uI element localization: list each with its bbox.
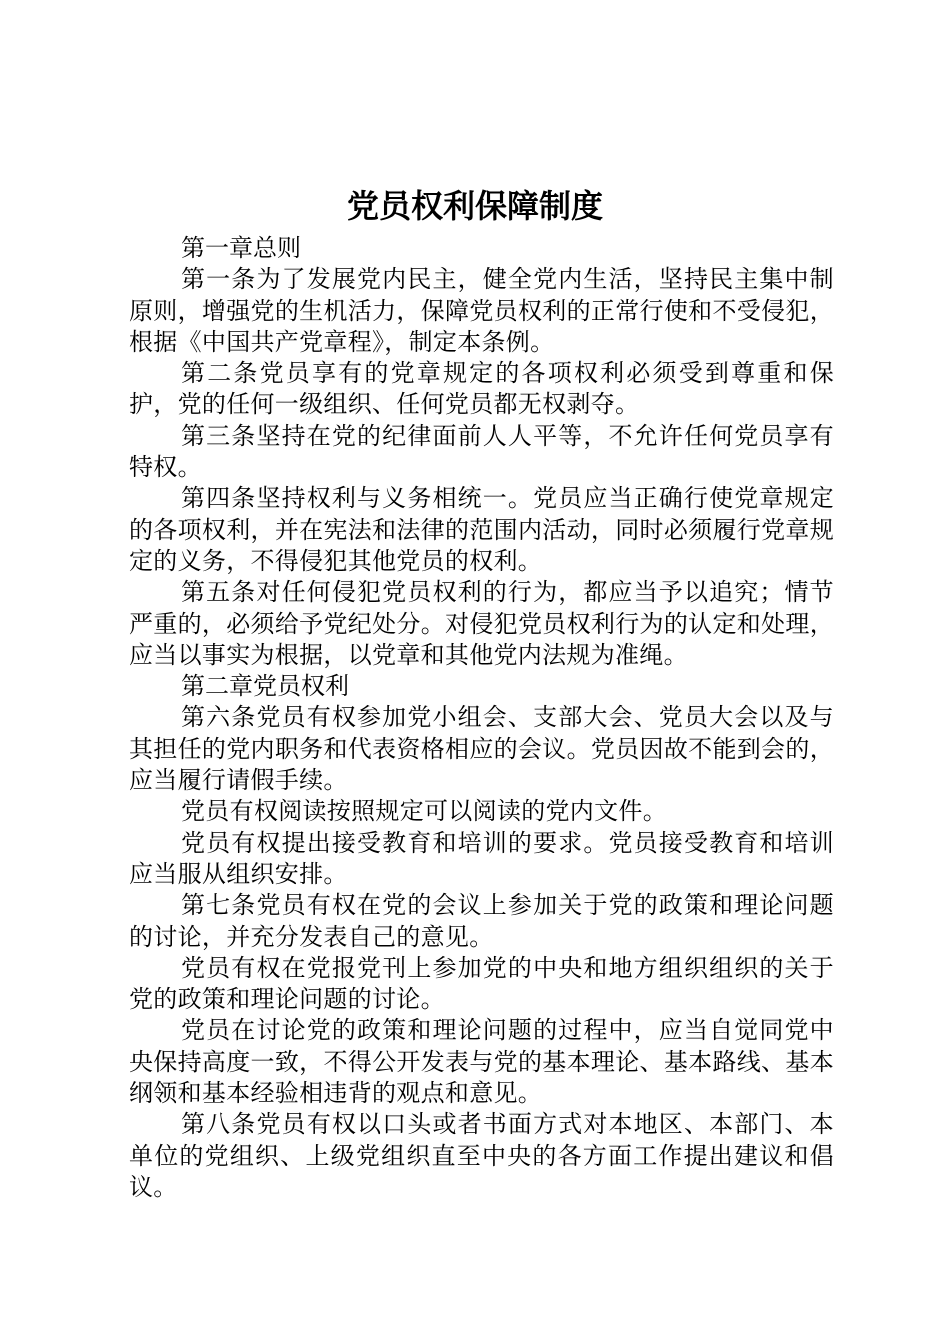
document-body xyxy=(129,233,834,1203)
article-paragraph: 党员在讨论党的政策和理论问题的过程中，应当自觉同党中央保持高度一致，不得公开发表与党的基本理论、基本路线、基本纲领和基本经验相违背的观点和意见。 xyxy=(129,1016,834,1108)
chapter-heading: 第二章党员权利 xyxy=(181,672,349,701)
article-paragraph: 第六条党员有权参加党小组会、支部大会、党员大会以及与其担任的党内职务和代表资格相应的会议。党员因故不能到会的，应当履行请假手续。 xyxy=(129,703,834,795)
article-paragraph: 党员有权阅读按照规定可以阅读的党内文件。 xyxy=(181,797,667,826)
article-paragraph: 党员有权提出接受教育和培训的要求。党员接受教育和培训应当服从组织安排。 xyxy=(129,828,834,888)
article-paragraph: 第八条党员有权以口头或者书面方式对本地区、本部门、本单位的党组织、上级党组织直至中央的各方面工作提出建议和倡议。 xyxy=(129,1110,834,1201)
document-title: 党员权利保障制度 xyxy=(346,187,603,225)
article-paragraph: 第一条为了发展党内民主，健全党内生活，坚持民主集中制原则，增强党的生机活力，保障党员权利的正常行使和不受侵犯，根据《中国共产党章程》，制定本条例。 xyxy=(129,265,834,356)
article-paragraph: 第四条坚持权利与义务相统一。党员应当正确行使党章规定的各项权利，并在宪法和法律的范围内活动，同时必须履行党章规定的义务，不得侵犯其他党员的权利。 xyxy=(129,484,834,575)
article-paragraph: 党员有权在党报党刊上参加党的中央和地方组织组织的关于党的政策和理论问题的讨论。 xyxy=(129,953,834,1014)
article-paragraph: 第三条坚持在党的纪律面前人人平等，不允许任何党员享有特权。 xyxy=(129,421,834,482)
chapter-heading: 第一章总则 xyxy=(181,234,301,262)
article-paragraph: 第五条对任何侵犯党员权利的行为，都应当予以追究；情节严重的，必须给予党纪处分。对侵犯党员权利行为的认定和处理，应当以事实为根据，以党章和其他党内法规为准绳。 xyxy=(129,578,834,669)
article-paragraph: 第二条党员享有的党章规定的各项权利必须受到尊重和保护，党的任何一级组织、任何党员都无权剥夺。 xyxy=(129,359,834,419)
article-paragraph: 第七条党员有权在党的会议上参加关于党的政策和理论问题的讨论，并充分发表自己的意见。 xyxy=(129,891,834,951)
